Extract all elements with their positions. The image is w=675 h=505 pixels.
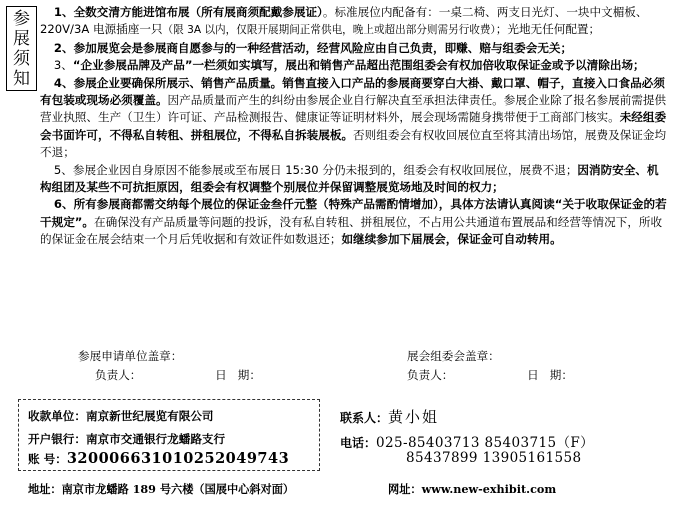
phone-row [340,431,594,451]
side-char-1: 参 [13,9,30,29]
exhibitor-rules [40,4,670,249]
phone-line-1: 025-85403713 85403715（F） [376,435,595,451]
address-row [28,481,294,497]
rule-1-bold: 1、全数交清方能进馆布展（所有展商须配戴参展证） [53,5,323,19]
address-label: 地址： [28,482,62,496]
rule-3-num: 3、 [53,58,73,73]
rule-6-bold: 6、所有参展商都需交纳每个展位的保证金叁仟元整（特殊产品需酌情增加），具体方法请认真阅读“关于收取保证金的若干规定”。 [40,197,667,229]
rule-1-note: （限 3A 以内，仅限开展期间正常供电，晚上或超出部分则需另行收费） [162,24,496,37]
rule-4 [40,75,670,162]
rule-5 [40,162,670,197]
committee-responsible-line: 负责人： 日 期： [407,368,573,382]
rule-1 [40,4,670,40]
account-value: 320006631010252049743 [66,450,290,467]
rule-6-text: 在确保没有产品质量等问题的投诉，没有私自转租、拼租展位，不占用公共通道布置展品和经营等情况下，所收的保证金在展会结束一个月后凭收据和有效证件如数退还； [40,214,663,247]
rule-6 [40,196,670,248]
notice-side-label [6,6,37,91]
contact-person-row [340,406,439,427]
phone-label: 电话： [340,436,377,450]
account-label: 账 号： [28,452,67,466]
rule-2: 2、参加展览会是参展商自愿参与的一种经营活动，经营风险应由自己负责，即赚、赔与组委会无关； [53,40,573,55]
rule-5-bold: 因消防安全、机构组团及某些不可抗拒原因，组委会有权调整个别展位并保留调整展览场地及时间的权力； [40,162,659,195]
contact-person-label: 联系人： [340,411,389,425]
rule-6-bold2: 如继续参加下届展会，保证金可自动转用。 [341,232,562,247]
account-row [28,450,289,467]
address-value: 南京市龙蟠路 189 号六楼（国展中心斜对面） [61,482,295,496]
rule-4-bold2: 未经组委会书面许可，不得私自转租、拼租展位，不得私自拆装展板。 [40,110,667,142]
payee-label: 收款单位： [28,409,86,423]
phone-line-2: 85437899 13905161558 [406,450,582,466]
website-label: 网址： [388,482,422,496]
applicant-responsible-line: 负责人： 日 期： [95,368,261,382]
rule-3-text: 一栏须如实填写，展出和销售产品超出范围组委会有权加倍收取保证金或予以清除出场； [192,58,645,73]
phone-row-2 [406,450,581,466]
rule-4-tail: 否则组委会有权收回展位直至将其清出场馆，展费及保证金均不退； [40,127,667,160]
side-char-3: 须 [13,49,30,69]
rule-3-quote: “企业参展品牌及产品” [72,58,193,73]
side-char-2: 展 [13,29,30,49]
applicant-seal-label: 参展申请单位盖章： [78,349,183,363]
bank-value: 南京市交通银行龙蟠路支行 [85,432,226,446]
side-char-4: 知 [13,69,30,89]
payee-row [28,408,214,424]
rule-3 [40,57,670,74]
rule-4-text: 因产品质量而产生的纠纷由参展企业自行解决直至承担法律责任。参展企业除了报名参展前需提供营业执照、生产（卫生）许可证、产品检测报告、健康证等证明材料外，展会现场需随身携带便于工商部门核实。 [40,93,667,125]
website-link[interactable]: www.new-exhibit.com [421,482,557,496]
bank-label: 开户银行： [28,432,86,446]
rule-1-text: 。标准展位内配备有：一桌二椅、两支日光灯、一块中文楣板、220V/3A 电源插座一只 [40,5,648,37]
website-row [388,481,556,497]
committee-seal-label: 展会组委会盖章： [407,349,500,363]
rule-5-text: 5、参展企业因自身原因不能参展或至布展日 15:30 分仍未报到的，组委会有权收回展位，展费不退； [53,162,578,177]
payee-value: 南京新世纪展览有限公司 [85,409,214,423]
rule-4-bold: 4、参展企业要确保所展示、销售产品质量。销售直接入口产品的参展商要穿白大褂、戴口罩、帽子，直接入口食品必须有包装或现场必须覆盖。 [40,75,665,108]
rule-1-tail: ；光地无任何配置； [495,22,601,37]
contact-person-value: 黄小姐 [388,408,440,426]
bank-row [28,431,225,447]
